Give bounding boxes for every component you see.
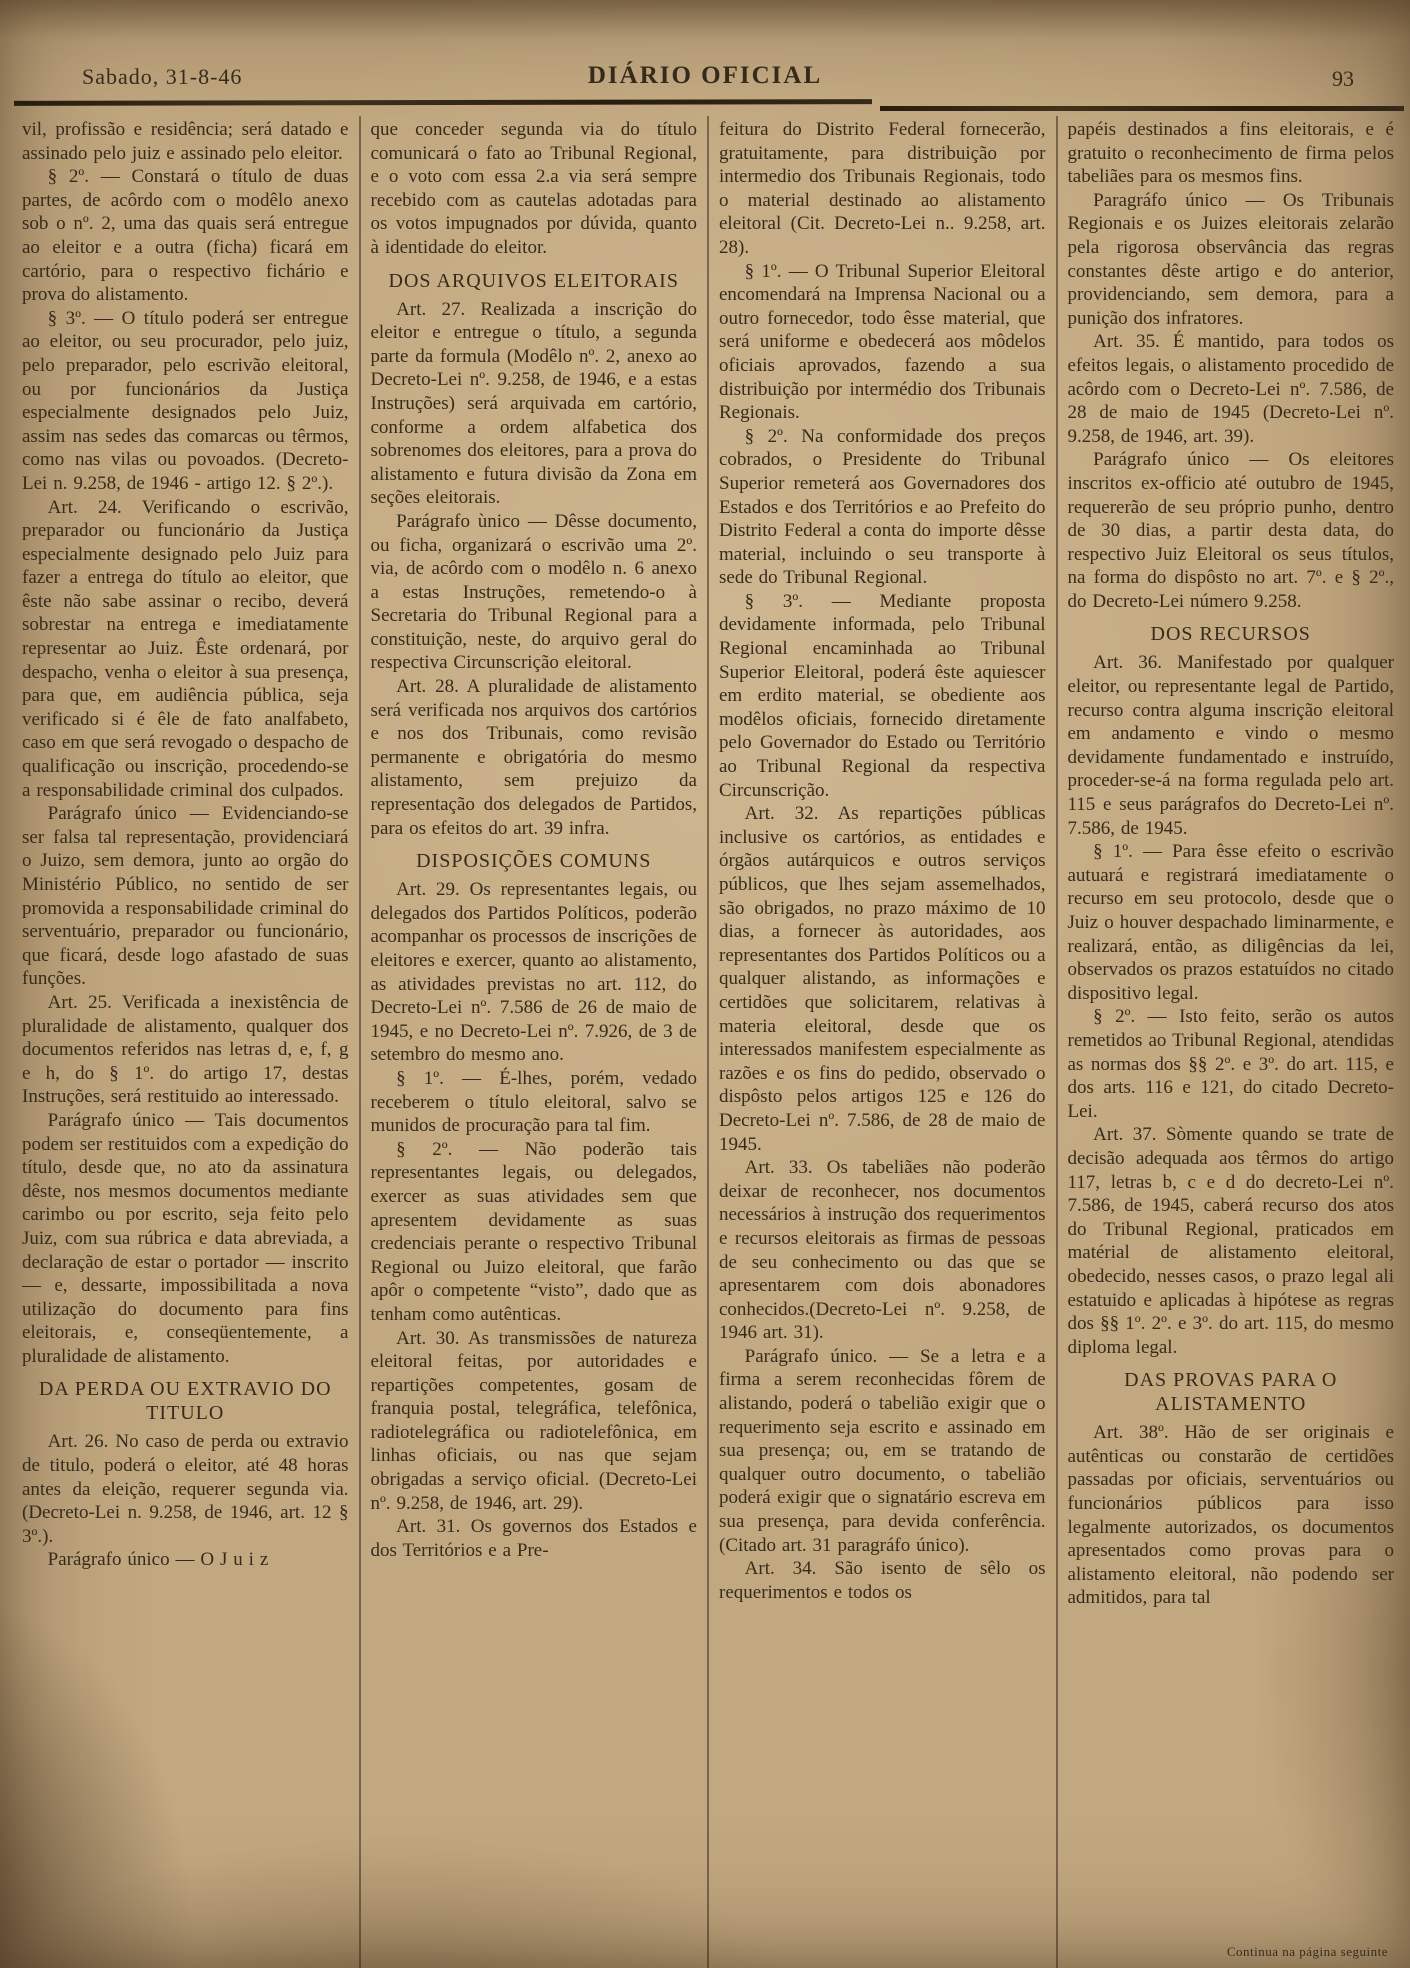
paragraph: Art. 36. Manifestado por qualquer eleitor, ou representante legal de Partido, recurso contra alguma inscrição eleitoral em andamento e vindo o mesmo devidamente fundamentado e instruído, proceder-se-á na forma regulada pelo art. 115 e seus parágrafos do Decreto-Lei nº. 7.586, de 1945. bbox=[1067, 652, 1394, 839]
column-1 bbox=[12, 116, 359, 1968]
section-heading: DOS ARQUIVOS ELEITORAIS bbox=[388, 269, 679, 292]
section-heading: DAS PROVAS PARA O ALISTAMENTO bbox=[1124, 1369, 1338, 1416]
page-title: DIÁRIO OFICIAL bbox=[587, 62, 823, 89]
header-page-number: 93 bbox=[1332, 66, 1354, 91]
paragraph: Art. 27. Realizada a inscrição do eleitor e entregue o título, a segunda parte da formula (Modêlo nº. 2, anexo ao Decreto-Lei nº. 9.258, de 1946, e a estas Instruções) será arquivada em cartório, conforme a ordem alfabetica dos sobrenomes dos eleitores, para a prova do alistamento e futura divisão da Zona em seções eleitorais. bbox=[370, 298, 697, 509]
continuation-note: Continua na página seguinte bbox=[1226, 1944, 1388, 1959]
paragraph: § 3º. — Mediante proposta devidamente informada, pelo Tribunal Regional encaminhada ao Tribunal Superior Eleitoral, poderá êste aquiescer em erdito material, se obediente aos modêlos oficiais, fornecido diretamente pelo Governador do Estado ou Território ao Tribunal Regional da respectiva Circunscrição. bbox=[719, 590, 1046, 801]
header-rule-right bbox=[880, 106, 1404, 111]
paragraph: Art. 34. São isento de sêlo os requerimentos e todos os bbox=[719, 1558, 1046, 1603]
paragraph: Parágrafo ùnico — Dêsse documento, ou ficha, organizará o escrivão uma 2º. via, de acôrdo com o modêlo n. 6 anexo a estas Instruções, remetendo-o à Secretaria do Tribunal Regional para a constituição, neste, do arquivo geral do respectiva Circunscrição eleitoral. bbox=[370, 510, 697, 674]
paragraph: que conceder segunda via do título comunicará o fato ao Tribunal Regional, e o voto com essa 2.a via será sempre recebido com as cautelas adotadas para os votos impugnados por dúvida, quanto à identidade do eleitor. bbox=[370, 119, 697, 258]
header-rule-left bbox=[14, 99, 872, 106]
paragraph: papéis destinados a fins eleitorais, e é gratuito o reconhecimento de firma pelos tabeliães para os mesmos fins. bbox=[1067, 119, 1394, 188]
paragraph: § 1º. — O Tribunal Superior Eleitoral encomendará na Imprensa Nacional ou a outro fornecedor, todo êsse material, que será uniforme e obedecerá aos môdelos oficiais aprovados, fazendo a sua distribuição por intermédio dos Tribunais Regionais. bbox=[719, 260, 1046, 424]
paragraph: § 2º. — Não poderão tais representantes legais, ou delegados, exercer as suas atividades sem que apresentem devidamente as suas credenciais perante o respectivo Tribunal Regional ou Juizo eleitoral, que farão apôr o competente “visto”, dado que as tenham como autênticas. bbox=[370, 1138, 697, 1325]
paragraph: Art. 38º. Hão de ser originais e autênticas ou constarão de certidões passadas por oficiais, serventuários ou funcionários públicos para isso legalmente autorizados, os documentos apresentados como provas para o alistamento eleitoral, não podendo ser admitidos, para tal bbox=[1067, 1422, 1394, 1609]
page-header bbox=[0, 56, 1410, 102]
paragraph: Parágrafo único — Tais documentos podem ser restituidos com a expedição do título, desde que, no ato da assinatura dêste, nos mesmos documentos mediante carimbo ou por escrito, seja feito pelo Juiz, com sua rúbrica e data abreviada, a declaração de estar o portador — inscrito — e, dessarte, impossibilitada a nova utilização do documento para fins eleitorais, e, conseqüentemente, a pluralidade de alistamento. bbox=[22, 1109, 349, 1367]
paragraph: Art. 37. Sòmente quando se trate de decisão adequada aos têrmos do artigo 117, letras b, c e d do decreto-Lei nº. 7.586, de 1945, caberá recurso dos atos do Tribunal Regional, praticados em matérial de alistamento eleitoral, obedecido, nesses casos, o prazo legal ali estatuido e aplicadas à hipótese as regras dos §§ 1º. 2º. e 3º. do art. 115, do mesmo diploma legal. bbox=[1067, 1124, 1394, 1358]
paragraph: Art. 31. Os governos dos Estados e dos Territórios e a Pre- bbox=[370, 1516, 697, 1561]
paragraph: Parágrafo único — Os eleitores inscritos ex-officio até outubro de 1945, requererão de seu próprio punho, dentro de 30 dias, a partir desta data, do respectivo Juiz Eleitoral os seus títulos, na forma do dispôsto no art. 7º. e § 2º., do Decreto-Lei número 9.258. bbox=[1067, 449, 1394, 612]
paragraph: § 2º. — Isto feito, serão os autos remetidos ao Tribunal Regional, atendidas as normas dos §§ 2º. e 3º. do art. 115, e dos arts. 116 e 121, do citado Decreto-Lei. bbox=[1067, 1006, 1394, 1122]
paragraph: § 2º. Na conformidade dos preços cobrados, o Presidente do Tribunal Superior remeterá aos Governadores dos Estados e dos Territórios e ao Prefeito do Distrito Federal a conta do importe dêsse material, incluindo o seu transporte à sede do Tribunal Regional. bbox=[719, 425, 1046, 589]
section-heading: DA PERDA OU EXTRAVIO DO TITULO bbox=[38, 1378, 332, 1425]
paragraph: Art. 30. As transmissões de natureza eleitoral feitas, por autoridades e repartições competentes, gosam de franquia postal, telegráfica, telefônica, radiotelegráfica ou radiotelefônica, em linhas oficiais, ou nas que sejam obrigadas a serviço oficial. (Decreto-Lei nº. 9.258, de 1946, art. 29). bbox=[370, 1327, 697, 1514]
paragraph: vil, profissão e residência; será datado e assinado pelo juiz e assinado pelo eleitor. bbox=[22, 119, 349, 164]
paragraph: § 3º. — O título poderá ser entregue ao eleitor, ou seu procurador, pelo juiz, pelo preparador, pelo escrivão eleitoral, ou por funcionários da Justiça especialmente designados pelo Juiz, assim nas sedes das comarcas ou têrmos, como nas vilas ou povoados. (Decreto-Lei n. 9.258, de 1946 - artigo 12. § 2º.). bbox=[22, 307, 349, 494]
paragraph: Art. 32. As repartições públicas inclusive os cartórios, as entidades e órgãos autárquicos e outros serviços públicos, que lhes sejam assemelhados, são obrigados, no prazo máximo de 10 dias, a fornecer às autoridades, aos representantes dos Partidos Políticos ou a qualquer alistando, as informações e certidões que solicitarem, relativas à materia eleitoral, desde que os interessados manifestem especialmente as razões e os fins do pedido, observado o dispôsto pelos artigos 125 e 126 do Decreto-Lei nº. 7.586, de 28 de maio de 1945. bbox=[719, 803, 1046, 1155]
paragraph: Art. 24. Verificando o escrivão, preparador ou funcionário da Justiça especialmente designado pelo Juiz para fazer a entrega do título ao eleitor, que êste não sabe assinar o recibo, deverá sobrestar na entrega e imediatamente representar ao Juiz. Êste ordenará, por despacho, venha o eleitor à sua presença, para que, em audiência pública, seja verificado si é êle de fato analfabeto, caso em que será revogado o despacho de qualificação ou inscrição, procedendo-se a responsabilidade criminal dos culpados. bbox=[22, 496, 349, 801]
paragraph: Parágrafo único. — Se a letra e a firma a serem reconhecidas fôrem de alistando, poderá o tabelião exigir que o requerimento seja escrito e assinado em sua presença; ou, em se tratando de qualquer outro documento, o tabelião poderá exigir que o signatário escreva em sua presença, para devida conferência. (Citado art. 31 paragráfo único). bbox=[719, 1345, 1046, 1556]
column-2 bbox=[359, 116, 708, 1968]
paragraph: § 1º. — Para êsse efeito o escrivão autuará e registrará imediatamente o recurso em seu protocolo, desde que o Juiz o houver despachado liminarmente, e realizará, então, as diligências da lei, observados os prazos estatuídos no citado dispositivo legal. bbox=[1067, 841, 1394, 1004]
paragraph: Art. 26. No caso de perda ou extravio de titulo, poderá o eleitor, até 48 horas antes da eleição, requerer segunda via. (Decreto-Lei n. 9.258, de 1946, art. 12 § 3º.). bbox=[22, 1431, 349, 1547]
article-columns bbox=[12, 116, 1404, 1968]
header-date: Sabado, 31-8-46 bbox=[82, 64, 243, 89]
paragraph: Art. 29. Os representantes legais, ou delegados dos Partidos Políticos, poderão acompanhar os processos de inscrições de eleitores e exercer, quanto ao alistamento, as atividades previstas no art. 112, do Decreto-Lei nº. 7.586 de 26 de maio de 1945, e no Decreto-Lei nº. 7.926, de 3 de setembro do mesmo ano. bbox=[370, 879, 697, 1066]
paragraph: Parágrafo único — O J u i z bbox=[47, 1549, 269, 1571]
column-4 bbox=[1056, 116, 1405, 1968]
column-3 bbox=[707, 116, 1056, 1968]
paragraph: feitura do Distrito Federal fornecerão, gratuitamente, para distribuição por intermedio dos Tribunais Regionais, todo o material destinado ao alistamento eleitoral (Cit. Decreto-Lei n.. 9.258, art. 28). bbox=[719, 119, 1046, 258]
paragraph: Art. 35. É mantido, para todos os efeitos legais, o alistamento procedido de acôrdo com o Decreto-Lei nº. 7.586, de 28 de maio de 1945 (Decreto-Lei nº. 9.258, de 1946, art. 39). bbox=[1067, 331, 1394, 447]
section-heading: DISPOSIÇÕES COMUNS bbox=[416, 850, 652, 873]
paragraph: Art. 28. A pluralidade de alistamento será verificada nos arquivos dos cartórios e nos dos Tribunais, como revisão permanente e obrigatória do mesmo alistamento, sem prejuizo da representação dos delegados de Partidos, para os efeitos do art. 39 infra. bbox=[370, 676, 697, 839]
paragraph: § 1º. — É-lhes, porém, vedado receberem o título eleitoral, salvo se munidos de procuração para tal fim. bbox=[370, 1067, 697, 1137]
paragraph: Parágrafo único — Evidenciando-se ser falsa tal representação, providenciará o Juizo, sem demora, junto ao orgão do Ministério Público, no sentido de ser promovida a responsabilidade criminal do serventuário, preparador ou funcionário, que ficará, desde logo afastado de suas funções. bbox=[22, 803, 349, 990]
section-heading: DOS RECURSOS bbox=[1150, 623, 1311, 646]
paragraph: Art. 25. Verificada a inexistência de pluralidade de alistamento, qualquer dos documentos referidos nas letras d, e, f, g e h, do § 1º. do artigo 17, destas Instruções, será restituido ao interessado. bbox=[22, 991, 349, 1108]
paragraph: § 2º. — Constará o título de duas partes, de acôrdo com o modêlo anexo sob o nº. 2, uma das quais será entregue ao eleitor e a outra (ficha) ficará em cartório, para o respectivo fichário e prova do alistamento. bbox=[22, 166, 349, 306]
paragraph: Paragráfo único — Os Tribunais Regionais e os Juizes eleitorais zelarão pela rigorosa observância das regras constantes dêste artigo e do anterior, providenciando, sem demora, para a punição dos infratores. bbox=[1067, 189, 1394, 329]
paragraph: Art. 33. Os tabeliães não poderão deixar de reconhecer, nos documentos necessários à instrução dos requerimentos e recursos eleitorais as firmas de pessoas de seu conhecimento ou das que se apresentarem com dois abonadores conhecidos.(Decreto-Lei nº. 9.258, de 1946 art. 31). bbox=[719, 1157, 1046, 1344]
